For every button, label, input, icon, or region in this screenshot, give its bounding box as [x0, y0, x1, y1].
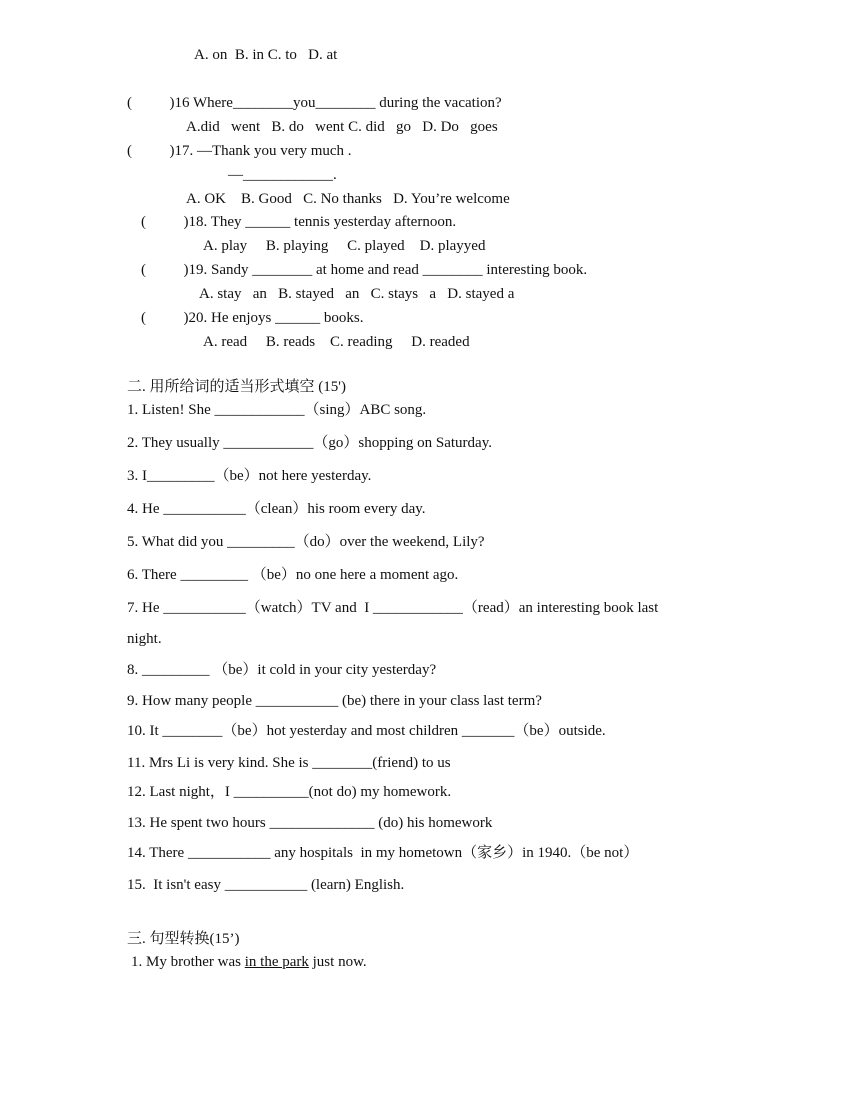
fill-item-9: 9. How many people ___________ (be) there in your class last term? — [127, 693, 542, 709]
section-2-title: 二. 用所给词的适当形式填空 (15') — [127, 379, 346, 395]
question-20-options: A. read B. reads C. reading D. readed — [203, 334, 470, 350]
question-15-options: A. on B. in C. to D. at — [194, 47, 338, 63]
fill-item-7-continued: night. — [127, 631, 162, 647]
fill-item-1: 1. Listen! She ____________（sing）ABC song. — [127, 402, 427, 418]
fill-item-15: 15. It isn't easy ___________ (learn) English. — [127, 877, 405, 893]
question-19: ( )19. Sandy ________ at home and read ________ interesting book. — [141, 262, 588, 278]
question-18: ( )18. They ______ tennis yesterday afternoon. — [141, 214, 457, 230]
fill-item-2: 2. They usually ____________（go）shopping on Saturday. — [127, 435, 492, 451]
fill-item-12: 12. Last night，I __________(not do) my homework. — [127, 784, 452, 800]
section-3-title: 三. 句型转换(15’) — [127, 931, 240, 947]
fill-item-7: 7. He ___________（watch）TV and I ____________（read）an interesting book last — [127, 600, 659, 616]
fill-item-3: 3. I_________（be）not here yesterday. — [127, 468, 372, 484]
transform-item-1-post: just now. — [308, 954, 367, 970]
fill-item-10: 10. It ________（be）hot yesterday and most children _______（be）outside. — [127, 723, 606, 739]
fill-item-5: 5. What did you _________（do）over the weekend, Lily? — [127, 534, 485, 550]
fill-item-4: 4. He ___________（clean）his room every day. — [127, 501, 426, 517]
transform-item-1 — [131, 953, 367, 971]
fill-item-14: 14. There ___________ any hospitals in my hometown（家乡）in 1940.（be not） — [127, 845, 639, 861]
fill-item-6: 6. There _________ （be）no one here a moment ago. — [127, 567, 459, 583]
transform-item-1-underlined: in the park — [244, 954, 309, 970]
fill-item-8: 8. _________ （be）it cold in your city yesterday? — [127, 662, 437, 678]
question-17-reply: —____________. — [228, 167, 337, 183]
question-17-options: A. OK B. Good C. No thanks D. You’re welcome — [186, 191, 510, 207]
question-17: ( )17. —Thank you very much . — [127, 143, 352, 159]
question-20: ( )20. He enjoys ______ books. — [141, 310, 364, 326]
question-19-options: A. stay an B. stayed an C. stays a D. stayed a — [199, 286, 515, 302]
question-16: ( )16 Where________you________ during the vacation? — [127, 95, 502, 111]
fill-item-13: 13. He spent two hours ______________ (do) his homework — [127, 815, 493, 831]
question-18-options: A. play B. playing C. played D. playyed — [203, 238, 486, 254]
transform-item-1-pre: 1. My brother was — [131, 954, 245, 970]
question-16-options: A.did went B. do went C. did go D. Do goes — [186, 119, 498, 135]
fill-item-11: 11. Mrs Li is very kind. She is ________(friend) to us — [127, 755, 451, 771]
